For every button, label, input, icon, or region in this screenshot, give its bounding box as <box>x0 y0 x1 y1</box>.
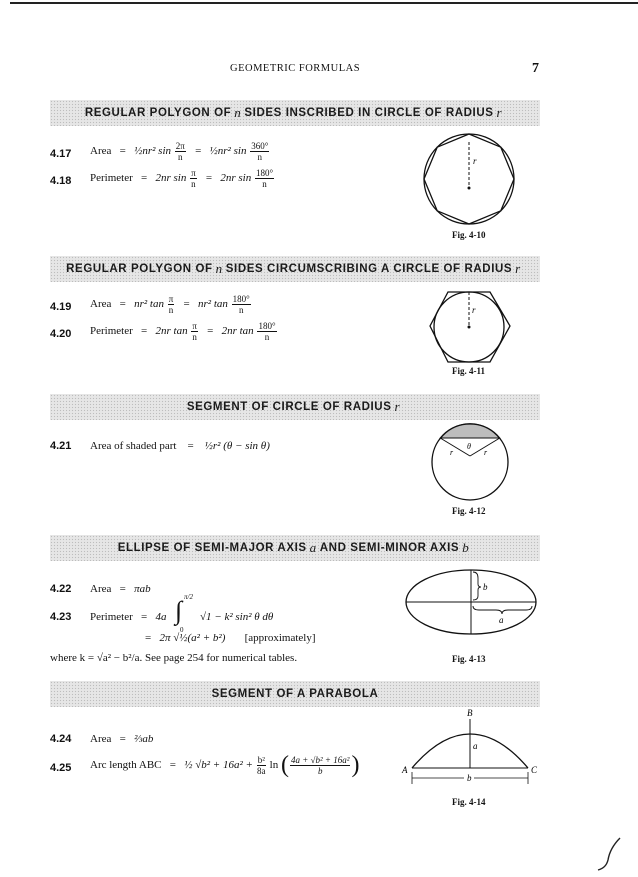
numerator: 180° <box>256 168 274 178</box>
numerator: 4a + √b² + 16a² <box>290 755 350 765</box>
term: 2nr sin <box>155 172 187 185</box>
figure-caption: Fig. 4-11 <box>452 366 485 376</box>
fraction <box>175 141 186 162</box>
formula-number: 4.19 <box>50 301 72 313</box>
term: ½nr² sin <box>209 145 247 158</box>
formula-number: 4.21 <box>50 440 72 452</box>
integrand-text: √1 − k² sin² θ dθ <box>200 611 274 623</box>
heading-var: b <box>462 540 470 555</box>
formula-4-23 <box>90 611 166 623</box>
formula-number: 4.23 <box>50 611 72 623</box>
top-rule <box>10 2 638 4</box>
heading-var: r <box>394 399 401 414</box>
equals: = <box>119 298 126 311</box>
heading-text: REGULAR POLYGON OF <box>66 263 213 275</box>
formula-expression: ½r² (θ − sin θ) <box>204 440 270 452</box>
integral-lower: 0 <box>180 626 184 634</box>
integrand <box>200 611 273 623</box>
fraction <box>191 321 198 342</box>
heading-var: r <box>515 261 521 276</box>
term: 2nr sin <box>220 172 252 185</box>
label-r: r <box>472 305 476 315</box>
heading-var: n <box>215 261 223 276</box>
figure-parabola-segment <box>400 706 546 792</box>
numerator: π <box>191 168 196 178</box>
fraction <box>190 168 197 189</box>
numerator: 180° <box>232 294 250 304</box>
section-heading-inscribed-polygon <box>50 100 540 126</box>
formula-number: 4.22 <box>50 583 72 595</box>
term: 2nr tan <box>155 325 188 338</box>
fraction <box>232 294 251 315</box>
denominator: n <box>191 179 196 189</box>
formula-label: Arc length ABC <box>90 759 162 772</box>
label-a: a <box>473 741 478 751</box>
label-a: a <box>499 615 504 625</box>
formula-4-21 <box>90 440 270 452</box>
formula-label: Perimeter <box>90 172 133 185</box>
section-heading-parabola-segment <box>50 681 540 707</box>
equals: = <box>183 298 190 311</box>
equals: = <box>195 145 202 158</box>
formula-label: Perimeter <box>90 325 133 338</box>
term: ½nr² sin <box>134 145 172 158</box>
equals: = <box>141 611 148 623</box>
page-number: 7 <box>532 61 539 76</box>
figure-caption: Fig. 4-12 <box>452 506 486 516</box>
heading-text: SIDES CIRCUMSCRIBING A CIRCLE OF RADIUS <box>225 263 513 275</box>
heading-text: SEGMENT OF CIRCLE OF RADIUS <box>186 401 392 413</box>
fraction <box>257 321 276 342</box>
figure-caption: Fig. 4-14 <box>452 797 486 807</box>
label-b: b <box>483 582 488 592</box>
formula-label: Area <box>90 298 112 311</box>
fraction-large <box>290 755 350 776</box>
numerator: 2π <box>175 141 185 151</box>
denominator: n <box>262 179 267 189</box>
term: 2nr tan <box>221 325 254 338</box>
heading-text: SIDES INSCRIBED IN CIRCLE OF RADIUS <box>244 107 494 119</box>
heading-text: ELLIPSE OF SEMI-MAJOR AXIS <box>117 542 307 554</box>
formula-4-22 <box>90 583 151 595</box>
fraction <box>255 168 274 189</box>
figure-circumscribing-polygon <box>428 286 512 370</box>
equals: = <box>207 325 214 338</box>
numerator: b² <box>257 755 265 765</box>
label-r: r <box>473 156 477 166</box>
pen-mark <box>596 836 626 872</box>
label-B: B <box>467 708 473 718</box>
denominator: n <box>178 152 183 162</box>
fraction <box>168 294 175 315</box>
denominator: n <box>168 305 174 315</box>
term: nr² tan <box>134 298 164 311</box>
paren-open: ( <box>280 752 289 778</box>
label-r: r <box>484 448 488 457</box>
label-b: b <box>467 773 472 783</box>
equals: = <box>119 145 126 158</box>
numerator: π <box>168 294 174 304</box>
equals: = <box>187 440 194 452</box>
heading-text: AND SEMI-MINOR AXIS <box>319 542 460 554</box>
equals: = <box>119 733 126 745</box>
ln-operator: ln <box>269 759 279 772</box>
fraction <box>250 141 269 162</box>
formula-expression: 2π √½(a² + b²) <box>159 632 226 644</box>
figure-caption: Fig. 4-10 <box>452 230 486 240</box>
formula-4-19 <box>90 294 252 315</box>
formula-4-25 <box>90 752 359 779</box>
label-r: r <box>450 448 454 457</box>
integral-sign: ∫ <box>175 596 183 625</box>
numerator: π <box>192 321 197 331</box>
equals: = <box>169 759 176 772</box>
formula-4-24 <box>90 733 153 745</box>
formula-4-20 <box>90 321 278 342</box>
denominator: n <box>264 332 270 342</box>
section-heading-circle-segment <box>50 394 540 420</box>
where-note: where k = √a² − b²/a. See page 254 for numerical tables. <box>50 652 298 664</box>
heading-var: a <box>309 540 317 555</box>
formula-label: Area <box>90 733 112 745</box>
term: nr² tan <box>198 298 228 311</box>
equals: = <box>119 583 126 595</box>
integral-upper: π/2 <box>184 593 193 601</box>
equals: = <box>141 325 148 338</box>
formula-number: 4.18 <box>50 175 72 187</box>
denominator: n <box>192 332 197 342</box>
formula-label: Area of shaded part <box>90 440 177 452</box>
formula-expression: ⅔ab <box>134 733 154 745</box>
numerator: 180° <box>258 321 276 331</box>
equals: = <box>141 172 148 185</box>
figure-inscribed-polygon <box>420 130 520 230</box>
section-heading-ellipse <box>50 535 540 561</box>
formula-expression: πab <box>134 583 151 595</box>
paren-close: ) <box>351 752 360 778</box>
label-theta: θ <box>467 442 471 451</box>
formula-label: Perimeter <box>90 611 133 623</box>
formula-4-18 <box>90 168 275 189</box>
figure-circle-segment <box>430 422 510 502</box>
heading-var: r <box>496 105 503 120</box>
formula-4-23-approx <box>145 632 316 644</box>
formula-number: 4.24 <box>50 733 72 745</box>
formula-4-17 <box>90 141 270 162</box>
section-heading-circumscribing-polygon <box>50 256 540 282</box>
term: 4a <box>155 611 167 623</box>
figure-ellipse <box>404 568 538 648</box>
denominator: 8a <box>257 766 266 776</box>
numerator: 360° <box>251 141 269 151</box>
label-A: A <box>402 765 408 775</box>
label-C: C <box>531 765 538 775</box>
denominator: n <box>257 152 262 162</box>
equals: = <box>145 632 152 644</box>
term: ½ √b² + 16a² + <box>184 759 253 772</box>
formula-number: 4.25 <box>50 762 72 774</box>
formula-number: 4.17 <box>50 148 72 160</box>
heading-text: REGULAR POLYGON OF <box>84 107 232 119</box>
denominator: b <box>317 766 323 776</box>
formula-label: Area <box>90 145 112 158</box>
formula-label: Area <box>90 583 112 595</box>
denominator: n <box>238 305 244 315</box>
running-header: GEOMETRIC FORMULAS <box>230 63 361 74</box>
figure-caption: Fig. 4-13 <box>452 654 486 664</box>
formula-number: 4.20 <box>50 328 72 340</box>
equals: = <box>205 172 213 185</box>
heading-var: n <box>234 105 242 120</box>
heading-text: SEGMENT OF A PARABOLA <box>211 688 379 700</box>
approx-note: [approximately] <box>244 632 316 644</box>
fraction <box>257 755 266 776</box>
